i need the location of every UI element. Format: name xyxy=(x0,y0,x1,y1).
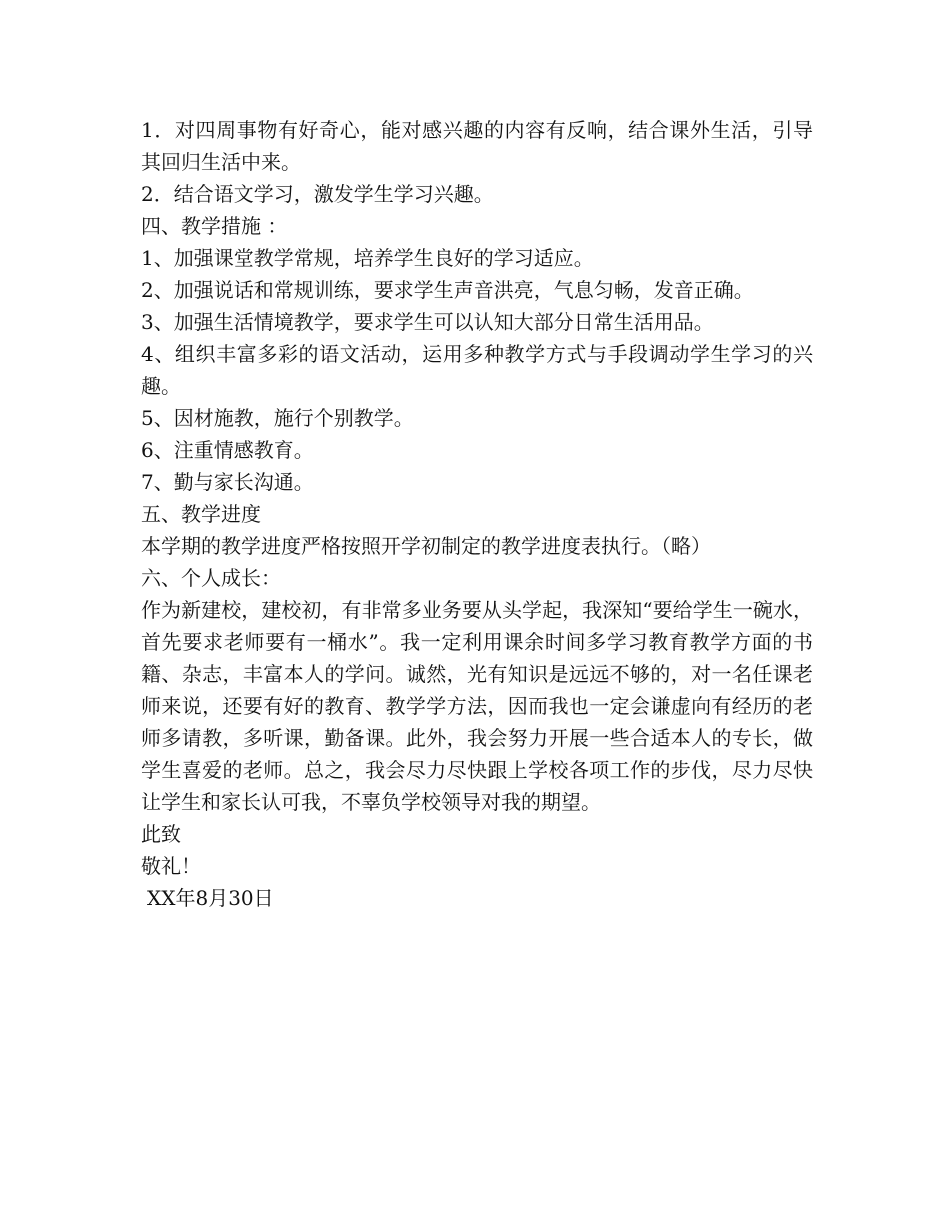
document-date: XX年8月30日 xyxy=(147,886,274,910)
measure-item-6: 6、注重情感教育。 xyxy=(141,438,314,462)
measure-item-5: 5、因材施教，施行个别教学。 xyxy=(141,406,414,430)
measure-item-2: 2、加强说话和常规训练，要求学生声音洪亮，气息匀畅，发音正确。 xyxy=(141,278,754,302)
progress-paragraph: 本学期的教学进度严格按照开学初制定的教学进度表执行。（略） xyxy=(141,534,711,558)
paragraph-goal-1: 1．对四周事物有好奇心，能对感兴趣的内容有反响，结合课外生活，引导其回归生活中来。 xyxy=(141,118,813,174)
measure-item-4: 4、组织丰富多彩的语文活动，运用多种教学方式与手段调动学生学习的兴趣。 xyxy=(141,342,813,398)
closing-salutation: 此致 xyxy=(141,822,181,846)
document-page xyxy=(141,114,813,914)
section-heading-progress: 五、教学进度 xyxy=(141,502,261,526)
measure-item-1: 1、加强课堂教学常规，培养学生良好的学习适应。 xyxy=(141,246,594,270)
paragraph-goal-2: 2．结合语文学习，激发学生学习兴趣。 xyxy=(141,182,494,206)
section-heading-growth: 六、个人成长： xyxy=(141,566,281,590)
closing-regards: 敬礼！ xyxy=(141,854,201,878)
growth-paragraph: 作为新建校，建校初，有非常多业务要从头学起，我深知“要给学生一碗水，首先要求老师要有一桶水”。我一定利用课余时间多学习教育教学方面的书籍、杂志，丰富本人的学问。诚然，光有知识是远远不够的，对一名任课老师来说，还要有好的教育、教学学方法，因而我也一定会谦虚向有经历的老师多请教，多听课，勤备课。此外，我会努力开展一些合适本人的专长，做学生喜爱的老师。总之，我会尽力尽快跟上学校各项工作的步伐，尽力尽快让学生和家长认可我，不辜负学校领导对我的期望。 xyxy=(141,598,813,814)
section-heading-measures: 四、教学措施 ： xyxy=(141,214,288,238)
measure-item-3: 3、加强生活情境教学，要求学生可以认知大部分日常生活用品。 xyxy=(141,310,714,334)
measure-item-7: 7、勤与家长沟通。 xyxy=(141,470,314,494)
